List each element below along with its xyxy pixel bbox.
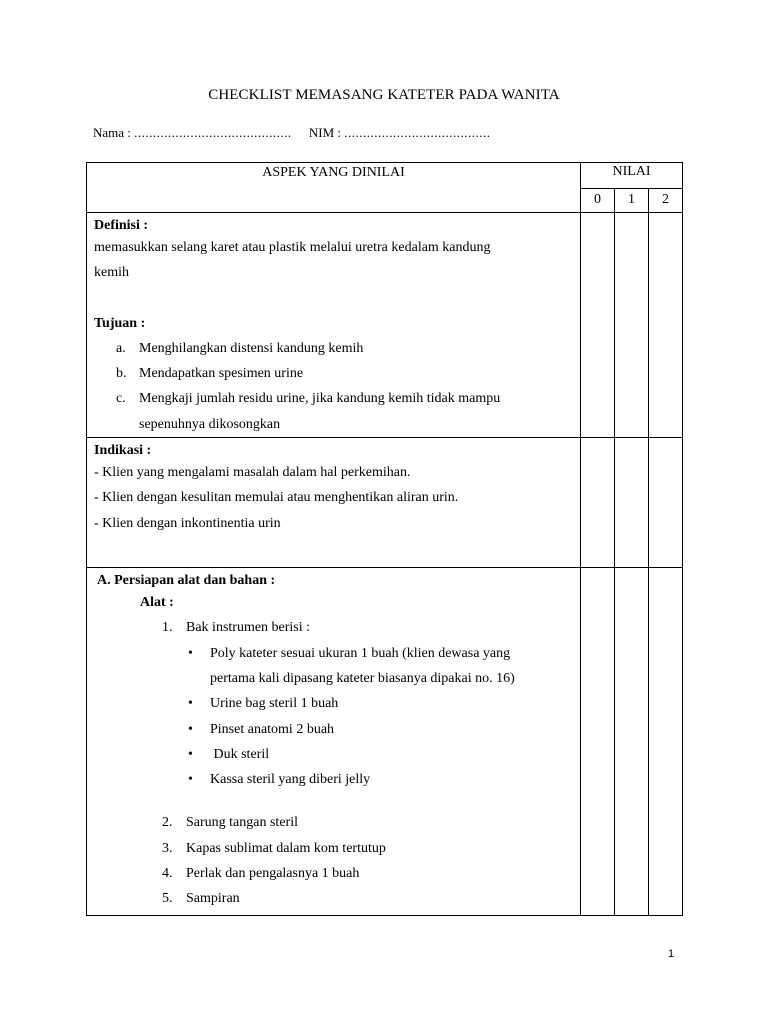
table-row (87, 213, 683, 438)
indikasi-heading: Indikasi : (94, 443, 152, 459)
list-item: 4. Perlak dan pengalasnya 1 buah (162, 866, 360, 882)
definisi-heading: Definisi : (94, 218, 149, 233)
list-item: c. Mengkaji jumlah residu urine, jika kandung kemih tidak mampu (116, 391, 501, 407)
list-item: 3. Kapas sublimat dalam kom tertutup (162, 840, 386, 856)
tujuan-list (94, 336, 574, 437)
score-cell-2[interactable] (649, 213, 683, 438)
list-item: 5. Sampiran (162, 891, 240, 907)
score-cell-1[interactable] (615, 213, 649, 438)
persiapan-heading: A. Persiapan alat dan bahan : (97, 573, 276, 589)
persiapan-cell (87, 568, 581, 916)
list-item: a. Menghilangkan distensi kandung kemih (116, 340, 364, 356)
score-2-header: 2 (649, 189, 683, 213)
definisi-text: memasukkan selang karet atau plastik melalui uretra kedalam kandung (94, 240, 491, 255)
bullet-item-cont: pertama kali dipasang kateter biasanya dipakai no. 16) (210, 670, 515, 686)
score-cell-0[interactable] (581, 438, 615, 568)
indikasi-item: - Klien dengan inkontinentia urin (94, 515, 281, 531)
indikasi-item: - Klien yang mengalami masalah dalam hal perkemihan. (94, 465, 411, 481)
tujuan-heading: Tujuan : (94, 315, 146, 331)
list-item-cont: sepenuhnya dikosongkan (139, 416, 281, 432)
bullet-icon: • (188, 645, 193, 661)
nama-blank[interactable]: .......................................... (134, 125, 292, 140)
header-nilai: NILAI (581, 163, 683, 189)
score-cell-2[interactable] (649, 438, 683, 568)
bullet-icon: • (188, 746, 193, 762)
definisi-tujuan-cell (87, 213, 581, 438)
score-cell-1[interactable] (615, 438, 649, 568)
indikasi-cell (87, 438, 581, 568)
score-cell-0[interactable] (581, 568, 615, 916)
alat-heading: Alat : (140, 595, 174, 611)
bullet-item: • Poly kateter sesuai ukuran 1 buah (klien dewasa yang (94, 641, 574, 666)
score-cell-2[interactable] (649, 568, 683, 916)
score-cell-0[interactable] (581, 213, 615, 438)
table-row (87, 568, 683, 916)
score-cell-1[interactable] (615, 568, 649, 916)
nama-label: Nama : (93, 125, 131, 140)
bullet-item: • Pinset anatomi 2 buah (94, 717, 574, 742)
bullet-icon: • (188, 772, 193, 788)
list-item: b. Mendapatkan spesimen urine (116, 366, 304, 382)
nim-label: NIM : (308, 125, 342, 140)
score-1-header: 1 (615, 189, 649, 213)
table-row (87, 438, 683, 568)
page-number: 1 (668, 948, 675, 960)
bullet-item: • Kassa steril yang diberi jelly (94, 767, 574, 792)
definisi-text-cont: kemih (94, 265, 129, 281)
bullet-item: • Urine bag steril 1 buah (94, 691, 574, 716)
list-item: 1. Bak instrumen berisi : (162, 620, 311, 636)
document-title: CHECKLIST MEMASANG KATETER PADA WANITA (208, 87, 560, 103)
list-item: 2. Sarung tangan steril (162, 815, 298, 831)
identity-line (93, 125, 491, 141)
score-0-header: 0 (581, 189, 615, 213)
bullet-icon: • (188, 696, 193, 712)
header-aspek: ASPEK YANG DINILAI (87, 163, 581, 213)
bullet-item: • Duk steril (94, 742, 574, 767)
bullet-icon: • (188, 721, 193, 737)
checklist-table (86, 162, 683, 916)
nim-blank[interactable]: ....................................... (344, 125, 491, 140)
indikasi-item: - Klien dengan kesulitan memulai atau menghentikan aliran urin. (94, 490, 459, 506)
